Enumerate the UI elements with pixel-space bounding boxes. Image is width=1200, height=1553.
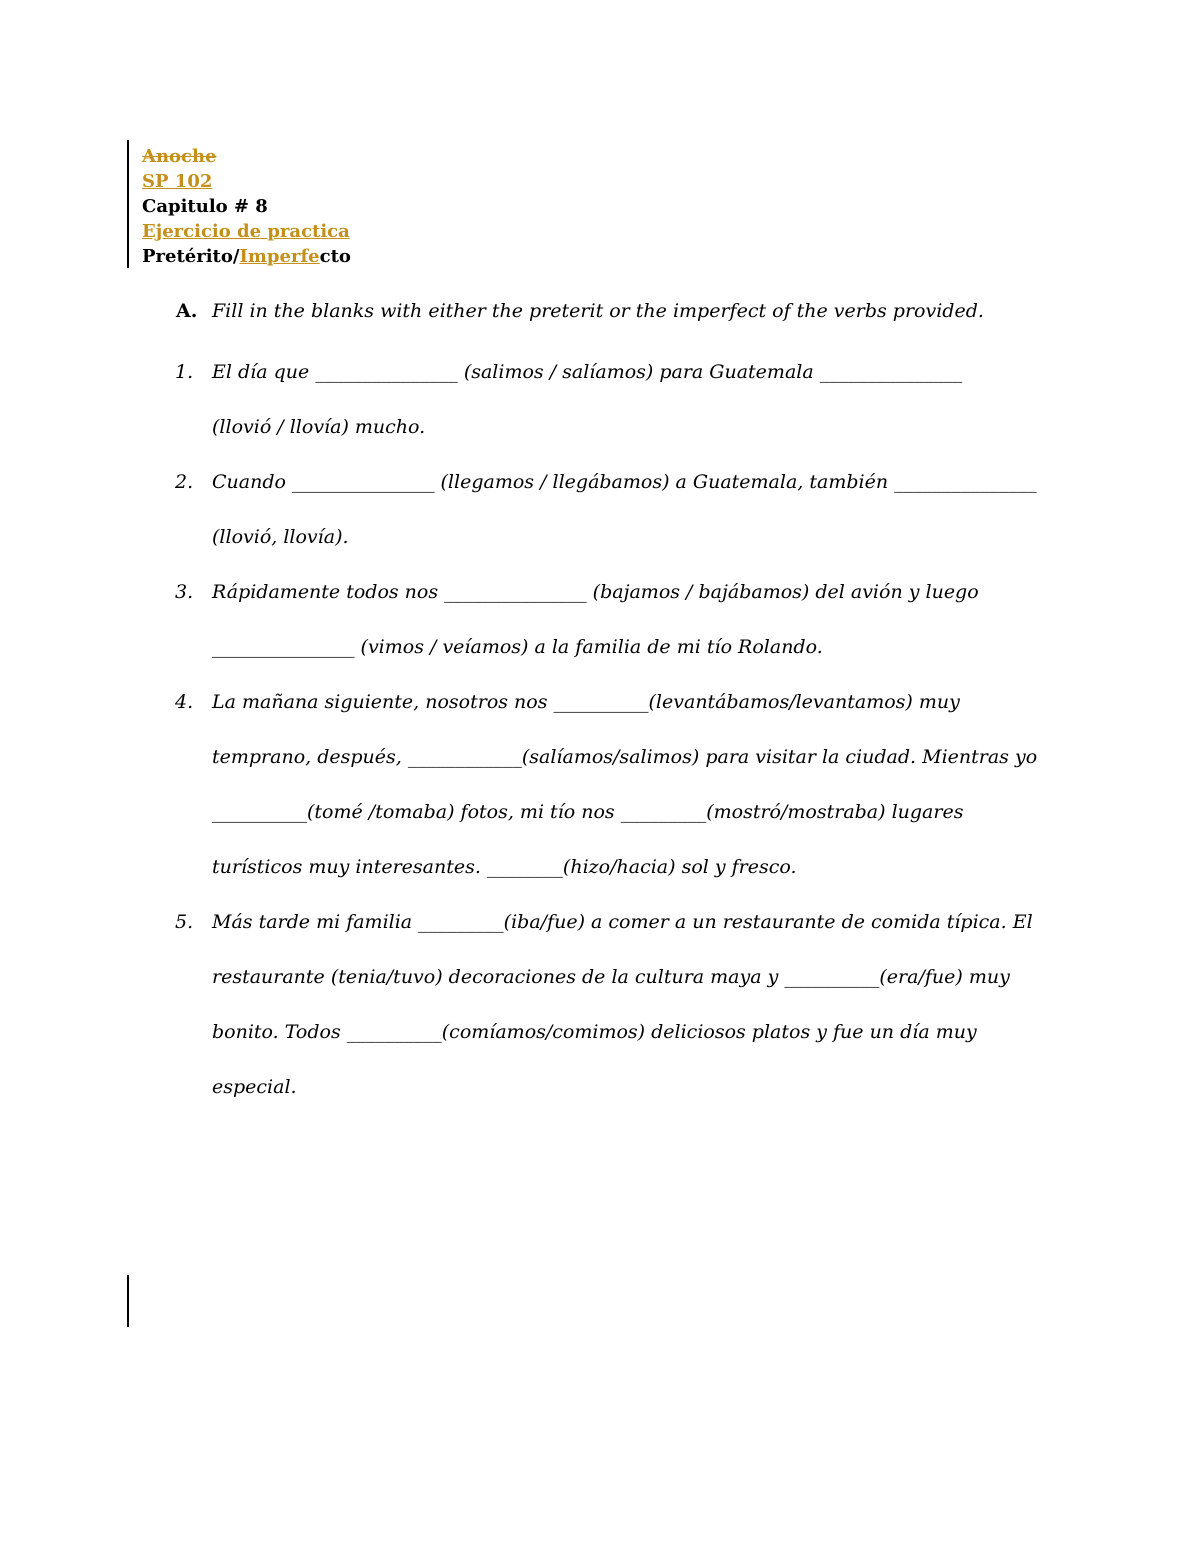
question-line: restaurante (tenia/tuvo) decoraciones de la cultura maya y __________(era/fue) muy <box>212 966 1010 988</box>
question-line: especial. <box>212 1076 297 1098</box>
question-line: turísticos muy interesantes. ________(hizo/hacia) sol y fresco. <box>212 856 797 878</box>
question-number: 4. <box>175 691 194 713</box>
question-number: 2. <box>175 471 194 493</box>
header-line-anoche <box>142 144 351 169</box>
question-number: 3. <box>175 581 194 603</box>
question-line: temprano, después, ____________(salíamos/salimos) para visitar la ciudad. Mientras yo <box>212 746 1038 768</box>
topic-part-1: Pretérito/ <box>142 246 240 267</box>
question-line: Más tarde mi familia _________(iba/fue) a comer a un restaurante de comida típica. El <box>212 911 1033 933</box>
question-number: 5. <box>175 911 194 933</box>
topic-part-3: cto <box>319 246 351 267</box>
header-line-chapter: Capitulo # 8 <box>142 196 268 217</box>
question-line: (llovió, llovía). <box>212 526 349 548</box>
topic-part-2: Imperfe <box>239 246 320 267</box>
instruction-text: Fill in the blanks with either the preterit or the imperfect of the verbs provided. <box>212 300 984 322</box>
deleted-text: Anoche <box>142 146 217 167</box>
question-line: La mañana siguiente, nosotros nos __________(levantábamos/levantamos) muy <box>212 691 960 713</box>
question-line: Rápidamente todos nos _______________ (bajamos / bajábamos) del avión y luego <box>212 581 979 603</box>
header-line-course <box>142 169 351 194</box>
section-letter: A. <box>176 300 198 322</box>
header-line-topic <box>142 244 351 269</box>
question-line: El día que _______________ (salimos / salíamos) para Guatemala _______________ <box>212 361 963 383</box>
exercise-title: Ejercicio de practica <box>142 221 350 242</box>
section-instruction <box>176 298 984 324</box>
header-line-exercise <box>142 219 351 244</box>
change-bar-top <box>127 140 129 268</box>
course-code: SP 102 <box>142 171 213 192</box>
document-header <box>142 144 351 269</box>
change-bar-bottom <box>127 1275 129 1327</box>
question-line: __________(tomé /tomaba) fotos, mi tío nos _________(mostró/mostraba) lugares <box>212 801 964 823</box>
question-line: (llovió / llovía) mucho. <box>212 416 426 438</box>
question-number: 1. <box>175 361 194 383</box>
question-line: Cuando _______________ (llegamos / llegábamos) a Guatemala, también _______________ <box>212 471 1037 493</box>
question-line: bonito. Todos __________(comíamos/comimos) deliciosos platos y fue un día muy <box>212 1021 977 1043</box>
question-line: _______________ (vimos / veíamos) a la familia de mi tío Rolando. <box>212 636 823 658</box>
